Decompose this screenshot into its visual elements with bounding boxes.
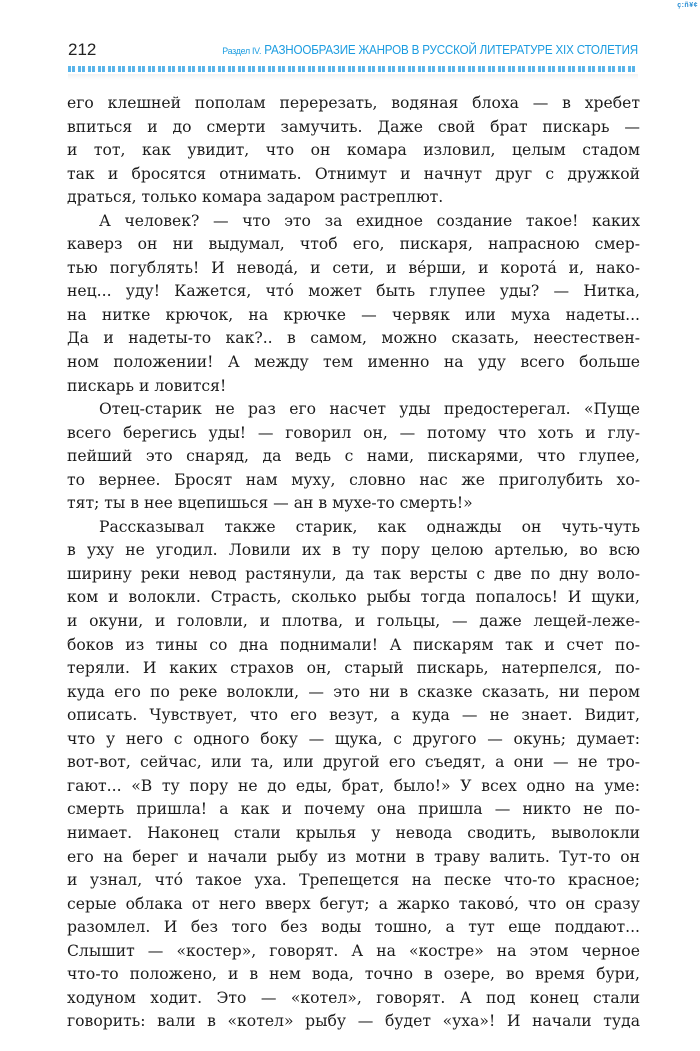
text-line: и тот, как увидит, что он комара изловил, целым стадом: [67, 141, 640, 160]
text-line: каверз он ни выдумал, чтоб его, пискаря, напрасною смер-: [67, 235, 640, 254]
text-line: впиться и до смерти замучить. Даже свой брат пискарь —: [67, 117, 640, 136]
page-number: 212: [68, 40, 97, 59]
text-line: говорить: вали в «котел» рыбу — будет «уха»! И начали туда: [67, 1012, 640, 1031]
section-prefix: Раздел IV.: [222, 46, 262, 57]
text-line: Да и надеты-то как?.. в самом, можно сказать, неестествен-: [67, 329, 640, 348]
ornament-shadow: [68, 74, 638, 80]
text-line: тью погублять! И невода́, и сети, и ве́рши, и корота́ и, нако-: [67, 258, 640, 277]
text-line: ком и волокли. Страсть, сколько рыбы тогда попалось! И щуки,: [67, 588, 640, 607]
text-line: Рассказывал также старик, как однажды он чуть-чуть: [99, 517, 640, 536]
text-line: куда его по реке волокли, — это ни в сказке сказать, ни пером: [67, 682, 640, 701]
text-line: Слышит — «костер», говорят. А на «костре» на этом черное: [67, 941, 640, 960]
text-line: гают... «В ту пору не до еды, брат, было!» У всех одно на уме:: [67, 776, 640, 795]
text-line: в уху не угодил. Ловили их в ту пору целою артелью, во всю: [67, 541, 640, 560]
text-line: его на берег и начали рыбу из мотни в траву валить. Тут-то он: [67, 847, 640, 866]
section-title: [222, 43, 638, 57]
text-line: так и бросятся отнимать. Отнимут и начнут друг с дружкой: [67, 164, 640, 183]
text-line: ном положении! А между тем именно на уду всего больше: [67, 353, 640, 372]
text-line: серые облака от него вверх бегут; а жарко таково́, что он сразу: [67, 894, 640, 913]
text-line: всего берегись уды! — говорил он, — потому что хоть и глу-: [67, 423, 640, 442]
text-line: теряли. И каких страхов он, старый пискарь, натерпелся, по-: [67, 659, 640, 678]
text-line: А человек? — что это за ехидное создание такое! каких: [99, 211, 640, 230]
running-header: [68, 40, 638, 60]
text-line: боков из тины со дна поднимали! А пискарям так и счет по-: [67, 635, 640, 654]
text-line: смерть пришла! а как и почему она пришла — никто не по-: [67, 800, 640, 819]
corner-watermark: ç:ñ¥¢: [677, 2, 698, 9]
text-line: что-то положено, и в нем вода, точно в озере, во время бури,: [67, 965, 640, 984]
text-line: его клешней пополам перерезать, водяная блоха — в хребет: [67, 94, 640, 112]
text-line: ширину реки невод растянули, да так версты с две по дну воло-: [67, 564, 640, 583]
text-line: то вернее. Бросят нам муху, словно нас же приголубить хо-: [67, 470, 640, 489]
text-line: Отец-старик не раз его насчет уды предостерегал. «Пуще: [99, 400, 640, 419]
text-line: разомлел. И без того без воды тошно, а тут еще поддают...: [67, 918, 640, 937]
text-line: и окуни, и головли, и плотва, и гольцы, — даже лещей-лежe-: [67, 612, 640, 631]
text-line: нимает. Наконец стали крылья у невода сводить, выволокли: [67, 823, 640, 842]
text-line: драться, только комара задаром растреплют.: [67, 188, 444, 207]
text-line: и узнал, что́ такое уха. Трепещется на песке что-то красное;: [67, 871, 640, 890]
body-text: [67, 92, 640, 1034]
text-line: пейший это снаряд, да ведь с нами, пискарями, что глупее,: [67, 447, 640, 466]
text-line: пискарь и ловится!: [67, 376, 227, 395]
text-line: нец... уду! Кажется, что́ может быть глупее уды? — Нитка,: [67, 282, 640, 301]
header-ornament-divider: [68, 66, 638, 72]
section-title-text: РАЗНООБРАЗИЕ ЖАНРОВ В РУССКОЙ ЛИТЕРАТУРЕ XIX СТОЛЕТИЯ: [264, 43, 638, 57]
text-line: вот-вот, сейчас, или та, или другой его съедят, а они — не тро-: [67, 753, 640, 772]
text-line: ходуном ходит. Это — «котел», говорят. А под конец стали: [67, 988, 640, 1007]
text-line: на нитке крючок, на крючке — червяк или муха надеты...: [67, 305, 640, 324]
text-line: тят; ты в нее вцепишься — ан в мухе-то смерть!»: [67, 494, 473, 513]
text-line: что у него с одного боку — щука, с другого — окунь; думает:: [67, 729, 640, 748]
text-line: описать. Чувствует, что его везут, а куда — не знает. Видит,: [67, 706, 640, 725]
